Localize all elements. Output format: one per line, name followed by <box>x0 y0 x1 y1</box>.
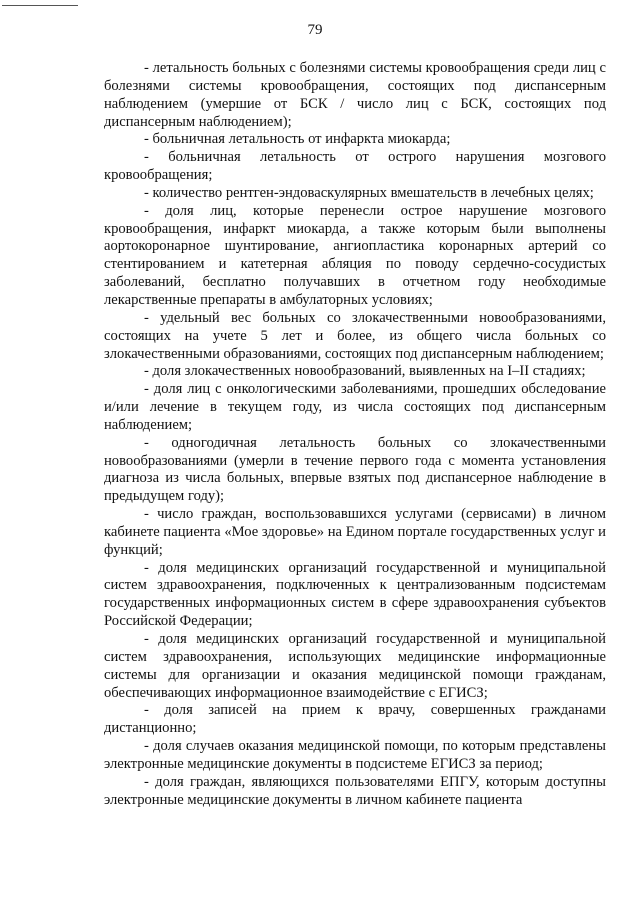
list-item: - доля медицинских организаций государственной и муниципальной систем здравоохранения, использующих медицинские информационные системы для организации и оказания медицинской помощи гражданам, обеспечивающих информационное взаимодействие с ЕГИСЗ; <box>104 631 606 701</box>
list-item: - доля злокачественных новообразований, выявленных на I–II стадиях; <box>144 363 586 380</box>
document-body <box>104 60 606 809</box>
list-item: - доля лиц, которые перенесли острое нарушение мозгового кровообращения, инфаркт миокарда, а также которым были выполнены аортокоронарное шунтирование, ангиопластика коронарных артерий со стентированием и катетерная абляция по поводу сердечно-сосудистых заболеваний, бесплатно получавших в отчетном году необходимые лекарственные препараты в амбулаторных условиях; <box>104 202 606 308</box>
scan-edge-line <box>2 5 78 6</box>
list-item: - удельный вес больных со злокачественными новообразованиями, состоящих на учете 5 лет и более, из общего числа больных со злокачественными образованиями, состоящих под диспансерным наблюдением; <box>104 309 606 362</box>
list-item: - доля лиц с онкологическими заболеваниями, прошедших обследование и/или лечение в текущем году, из числа состоящих под диспансерным наблюдением; <box>104 381 606 433</box>
list-item: - доля записей на прием к врачу, совершенных гражданами дистанционно; <box>104 702 606 737</box>
list-item: - количество рентген-эндоваскулярных вмешательств в лечебных целях; <box>144 184 594 201</box>
list-item: - больничная летальность от острого нарушения мозгового кровообращения; <box>104 149 606 184</box>
list-item: - доля граждан, являющихся пользователями ЕПГУ, которым доступны электронные медицинские документы в личном кабинете пациента <box>104 773 606 808</box>
list-item: - одногодичная летальность больных со злокачественными новообразованиями (умерли в течение первого года с момента установления диагноза из числа больных, впервые взятых под диспансерное наблюдение в предыдущем году); <box>104 434 606 505</box>
page-number: 79 <box>307 22 323 38</box>
list-item: - больничная летальность от инфаркта миокарда; <box>144 131 451 148</box>
list-item: - число граждан, воспользовавшихся услугами (сервисами) в личном кабинете пациента «Мое здоровье» на Едином портале государственных услуг и функций; <box>104 506 606 558</box>
list-item: - доля медицинских организаций государственной и муниципальной систем здравоохранения, подключенных к централизованным подсистемам государственных информационных систем в сфере здравоохранения субъектов Российской Федерации; <box>104 559 606 630</box>
list-item: - летальность больных с болезнями системы кровообращения среди лиц с болезнями системы кровообращения, состоящих под диспансерным наблюдением (умершие от БСК / число лиц с БСК, состоящих под диспансерным наблюдением); <box>104 60 606 130</box>
list-item: - доля случаев оказания медицинской помощи, по которым представлены электронные медицинские документы в подсистеме ЕГИСЗ за период; <box>104 738 606 772</box>
